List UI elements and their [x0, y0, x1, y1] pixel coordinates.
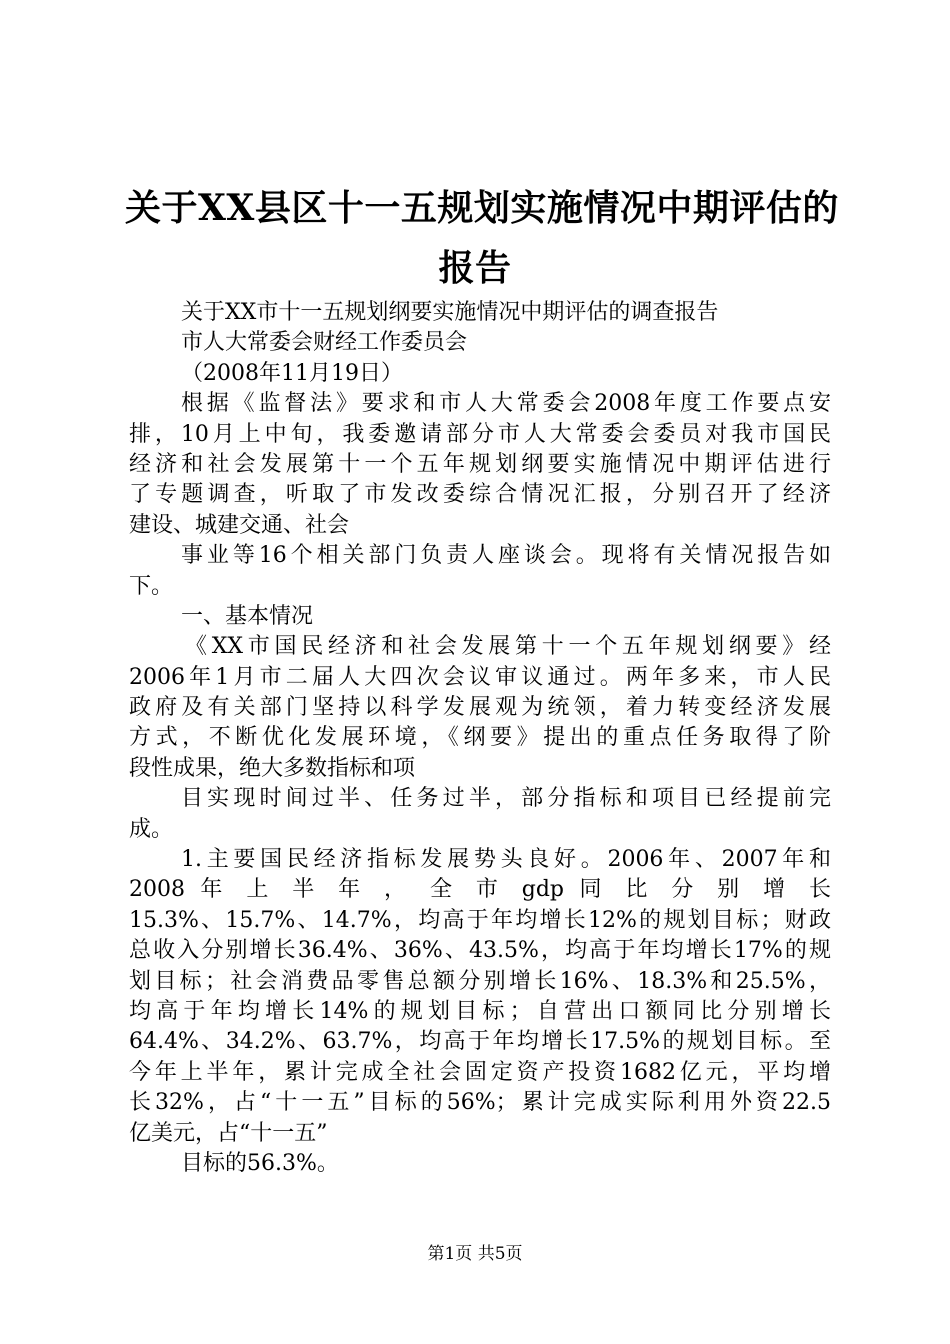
- paragraph-line: 15.3%、15.7%、14.7%，均高于年均增长12%的规划目标；财政: [129, 907, 831, 933]
- paragraph-line: 经济和社会发展第十一个五年规划纲要实施情况中期评估进行: [129, 451, 831, 477]
- paragraph-line: 64.4%、34.2%、63.7%，均高于年均增长17.5%的规划目标。至: [129, 1029, 831, 1055]
- paragraph-line: 2008 年 上 半 年 ， 全 市 gdp 同 比 分 别 增 长: [129, 877, 831, 903]
- section-heading: 一、基本情况: [181, 603, 314, 629]
- document-title-line-1: 关于XX县区十一五规划实施情况中期评估的: [125, 187, 839, 229]
- document-body: [129, 298, 831, 1179]
- paragraph-line: 政府及有关部门坚持以科学发展观为统领，着力转变经济发展: [129, 695, 831, 721]
- author-line: 市人大常委会财经工作委员会: [181, 330, 468, 356]
- paragraph-line: 均高于年均增长14%的规划目标；自营出口额同比分别增长: [129, 998, 831, 1024]
- paragraph-line: 排，10月上中旬，我委邀请部分市人大常委会委员对我市国民: [129, 421, 831, 447]
- paragraph-line: 目标的56.3%。: [181, 1150, 339, 1176]
- paragraph-line: 目实现时间过半、任务过半，部分指标和项目已经提前完: [181, 786, 831, 812]
- paragraph-line: 事业等16个相关部门负责人座谈会。现将有关情况报告如: [181, 543, 831, 569]
- paragraph-line: 下。: [129, 573, 174, 599]
- paragraph-line: 根据《监督法》要求和市人大常委会2008年度工作要点安: [181, 391, 831, 417]
- paragraph-line: 划目标；社会消费品零售总额分别增长16%、18.3%和25.5%，: [129, 968, 831, 994]
- date-line: （2008年11月19日）: [181, 360, 403, 386]
- paragraph-line: 长32%，占“十一五”目标的56%；累计完成实际利用外资22.5: [129, 1090, 831, 1116]
- paragraph-line: 今年上半年，累计完成全社会固定资产投资1682亿元，平均增: [129, 1059, 831, 1085]
- paragraph-line: 成。: [129, 816, 174, 842]
- paragraph-line: 1.主要国民经济指标发展势头良好。2006年、2007年和: [181, 847, 831, 873]
- paragraph-line: 亿美元，占“十一五”: [129, 1120, 328, 1146]
- paragraph-line: 2006年1月市二届人大四次会议审议通过。两年多来，市人民: [129, 664, 831, 690]
- document-title-line-2: 报告: [438, 247, 512, 289]
- paragraph-line: 了专题调查，听取了市发改委综合情况汇报，分别召开了经济: [129, 482, 831, 508]
- paragraph-line: 总收入分别增长36.4%、36%、43.5%，均高于年均增长17%的规: [129, 938, 831, 964]
- paragraph-line: 建设、城建交通、社会: [129, 512, 350, 538]
- paragraph-line: 《XX市国民经济和社会发展第十一个五年规划纲要》经: [185, 634, 831, 660]
- subtitle-line: 关于XX市十一五规划纲要实施情况中期评估的调查报告: [181, 300, 719, 325]
- paragraph-line: 方式，不断优化发展环境，《纲要》提出的重点任务取得了阶: [129, 725, 831, 751]
- paragraph-line: 段性成果，绝大多数指标和项: [129, 755, 416, 781]
- page-number-footer: 第1页 共5页: [427, 1244, 523, 1264]
